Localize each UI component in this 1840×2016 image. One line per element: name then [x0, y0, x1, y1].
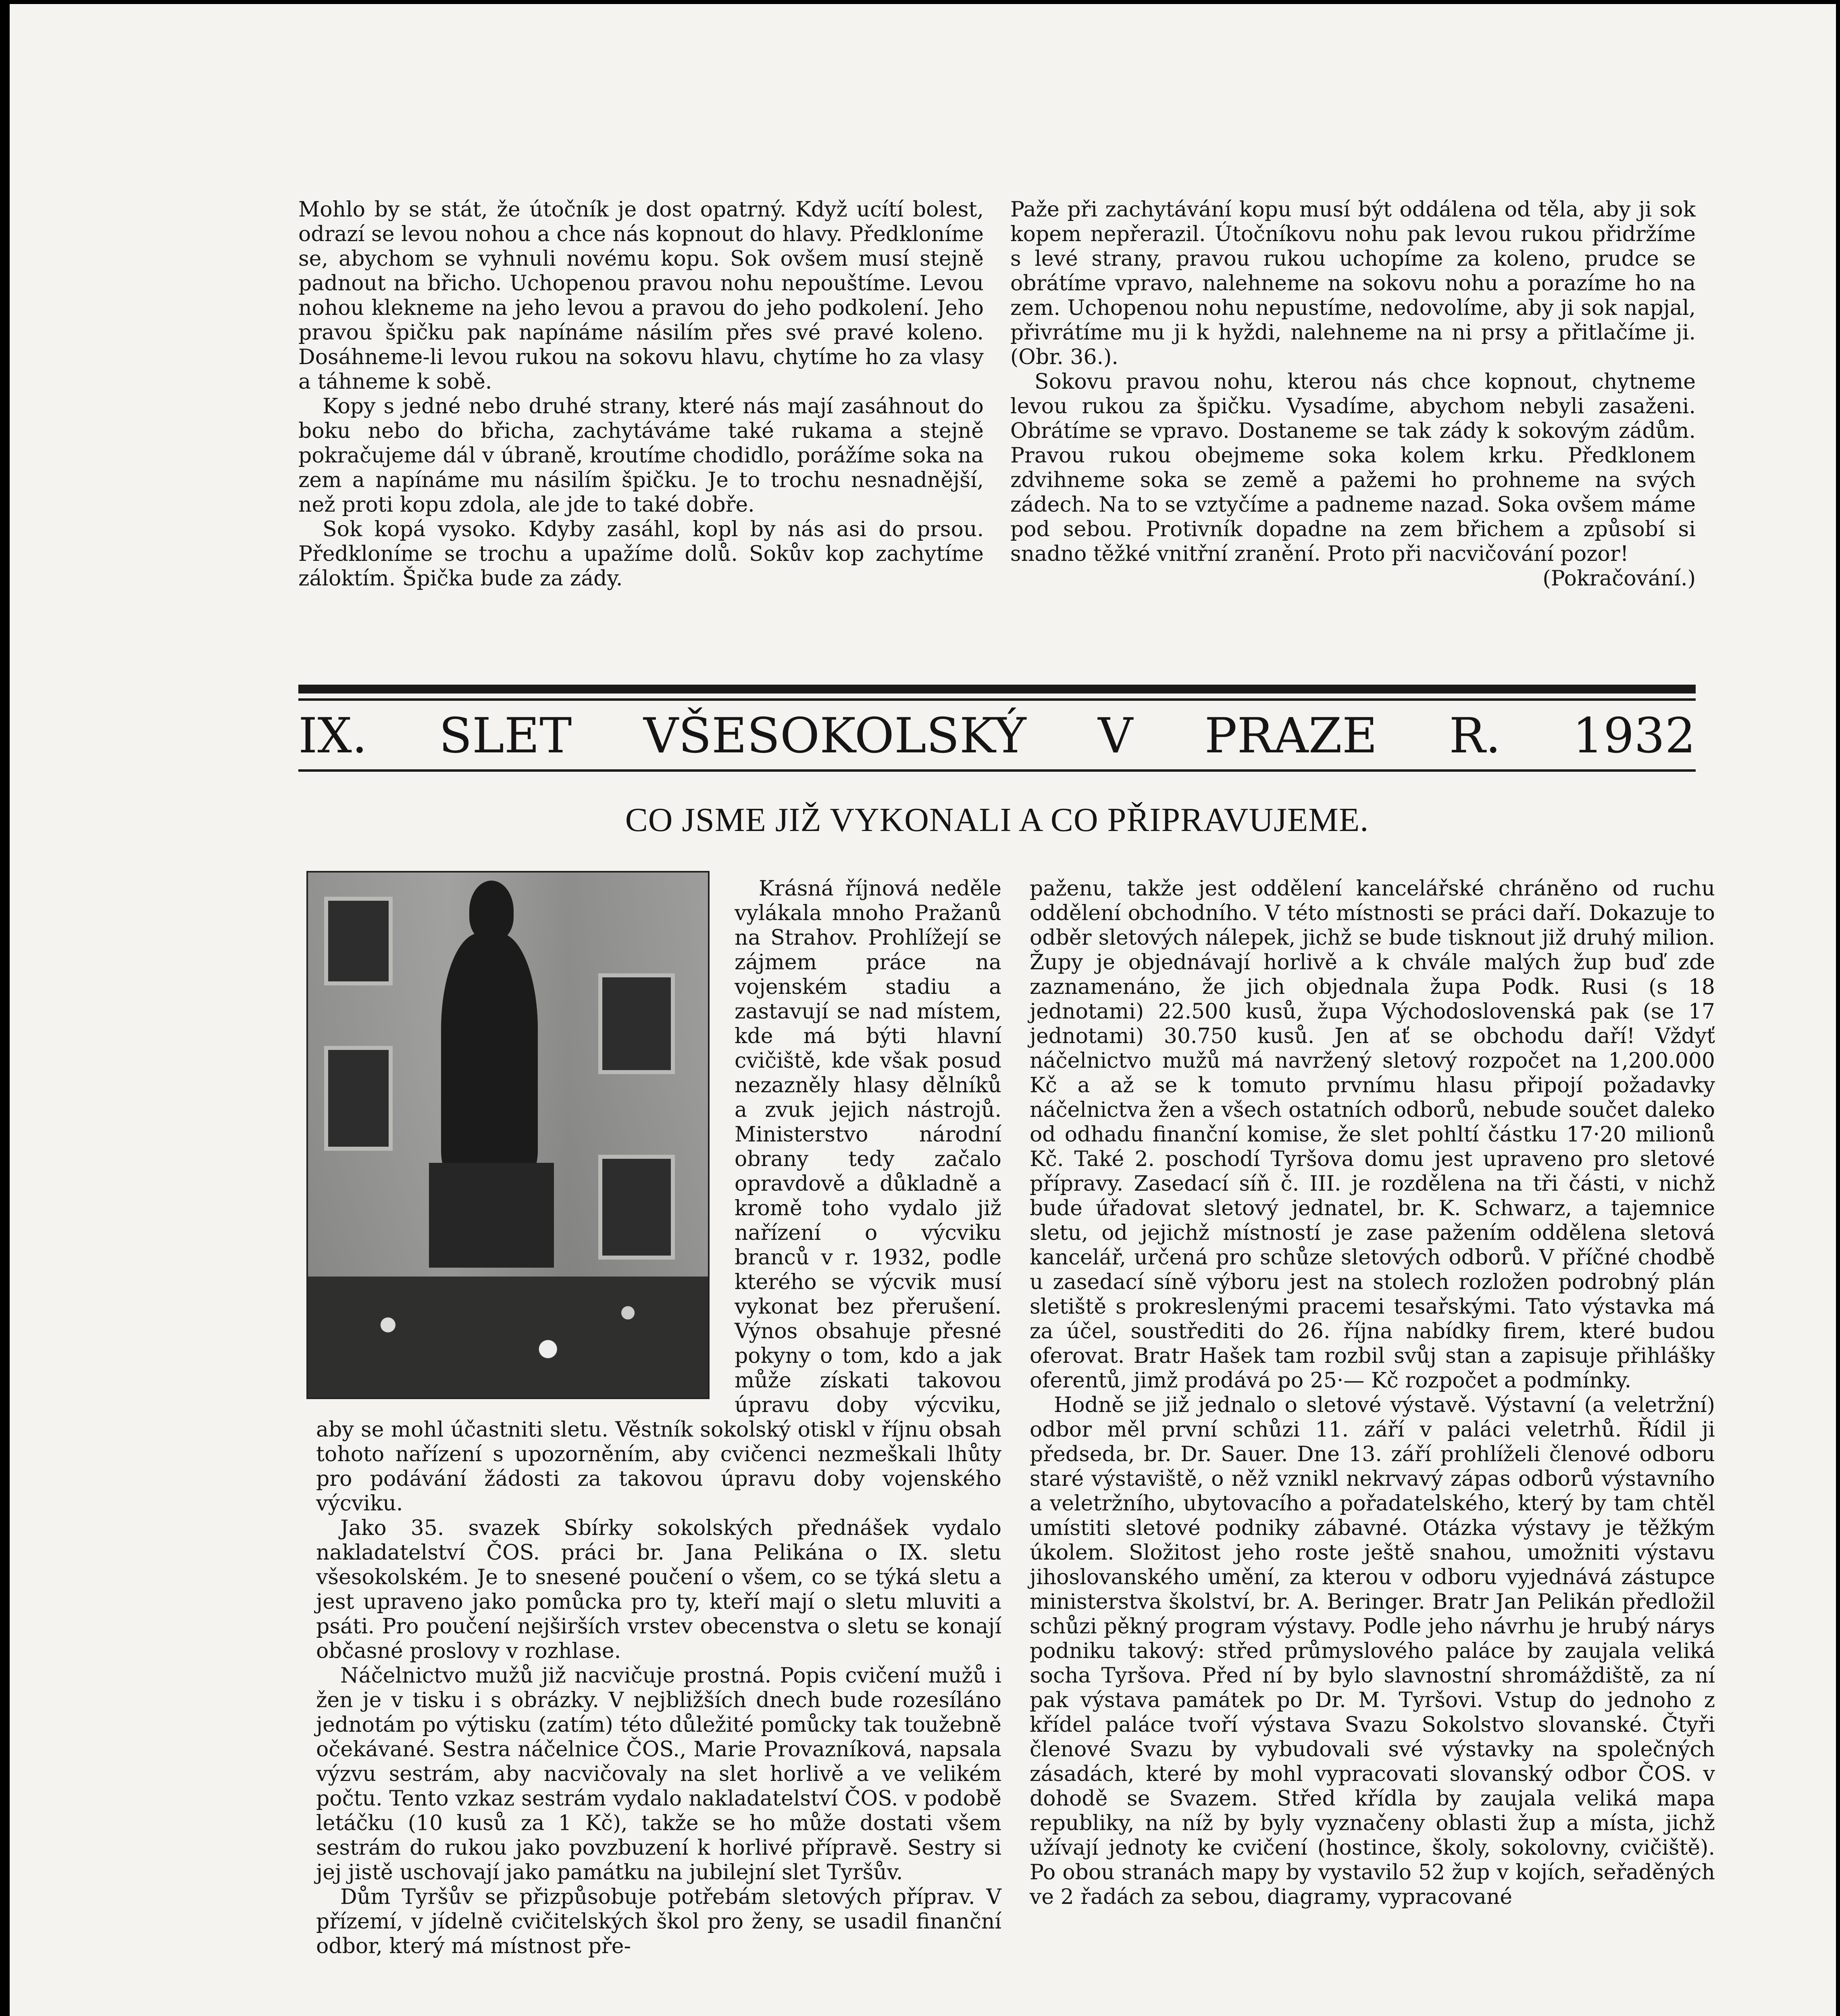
title-word: V [1098, 708, 1133, 764]
paragraph: Náčelnictvo mužů již nacvičuje prostná. Popis cvičení mužů i žen je v tisku i s obrázky. V nejbližších dnech bude rozesíláno jednotám po výtisku (zatím) této důležité pomůcky tak toužebně očekávané. Sestra náčelnice ČOS., Marie Provazníková, napsala výzvu sestrám, aby nacvičovaly na slet horlivě a ve velikém počtu. Tento vzkaz sestrám vydalo nakladatelství ČOS. v podobě letáčku (10 kusů za 1 Kč), takže se ho může dostati všem sestrám do rukou jako povzbuzení k horlivé přípravě. Sestry si jej jistě uschovají jako památku na jubilejní slet Tyršův. [316, 1664, 1001, 1885]
title-word: IX. [298, 708, 367, 764]
paragraph: paženu, takže jest oddělení kancelářské chráněno od ruchu oddělení obchodního. V této místnosti se práci daří. Dokazuje to odběr sletových nálepek, jichž se bude tisknout již druhý milion. Župy je objednávají horlivě a k chvále malých žup buď zde zaznamenáno, že jich objednala župa Podk. Rusi (s 18 jednotami) 22.500 kusů, župa Východoslovenská pak (se 17 jednotami) 30.750 kusů. Jen ať se obchodu daří! Vždyť náčelnictvo mužů má navržený sletový rozpočet na 1,200.000 Kč a až se k tomuto prvnímu hlasu připojí požadavky náčelnictva žen a všech ostatních odborů, nebude součet daleko od odhadu finanční komise, že slet pohltí částku 17·20 milionů Kč. Také 2. poschodí Tyršova domu jest upraveno pro sletové přípravy. Zasedací síň č. III. je rozdělena na tři části, v nichž bude úřadovat sletový jednatel, br. K. Schwarz, a tajemnice sletu, od jejichž místností je zase pažením oddělena sletová kancelář, určená pro schůze sletových odborů. V příčné chodbě u zasedací síně výboru jest na stolech rozložen podrobný plán sletiště s prokreslenými pracemi tesařskými. Tato výstavka má za účel, soustřediti do 26. října nabídky firem, které budou oferovat. Bratr Hašek tam rozbil svůj stan a zapisuje přihlášky oferentů, jimž prodává po 25·— Kč rozpočet a podmínky. [1030, 877, 1715, 1393]
article-title [298, 706, 1696, 766]
title-word: VŠESOKOLSKÝ [643, 708, 1026, 764]
paragraph: Hodně se již jednalo o sletové výstavě. Výstavní (a veletržní) odbor měl první schůzi 11. září v paláci veletrhů. Řídil ji předseda, br. Dr. Sauer. Dne 13. září prohlíželi členové odboru staré výstaviště, o něž vznikl nekrvavý zápas odborů výstavního a veletržního, ubytovacího a pořadatelského, který by tam chtěl umístiti sletové podniky zábavné. Otázka výstavy je těžkým úkolem. Složitost jeho roste ještě snahou, umožniti výstavu jihoslovanského umění, za kterou v odboru vyjednává zástupce ministerstva školství, br. A. Beringer. Bratr Jan Pelikán předložil schůzi pěkný program výstavy. Podle jeho návrhu je hrubý nárys podniku takový: střed průmyslového paláce by zaujala veliká socha Tyršova. Před ní by bylo slavnostní shromáždiště, za ní pak výstava památek po Dr. M. Tyršovi. Vstup do jednoho z křídel paláce tvoří výstava Svazu Sokolstvo slovanské. Čtyři členové Svazu by vybudovali své výstavky na společných zásadách, které by mohl vypracovati slovanský odbor ČOS. v dohodě se Svazem. Střed křídla by zaujala veliká mapa republiky, na níž by byly vyznačeny oblasti žup a místa, jichž užívají jednoty ke cvičení (hostince, školy, sokolovny, cvičiště). Po obou stranách mapy by vystavilo 52 žup v kojích, seřaděných ve 2 řadách za sebou, diagramy, vypracované [1030, 1393, 1715, 1909]
title-word: SLET [439, 708, 572, 764]
continued-label: (Pokračování.) [1542, 566, 1696, 591]
paragraph-text: Sokovu pravou nohu, kterou nás chce kopnout, chytneme levou rukou za špičku. Vysadíme, abychom nebyli zasaženi. Obrátíme se vpravo. Dostaneme se tak zády k sokovým zádům. Pravou rukou obejmeme soka kolem krku. Předklonem zdvihneme soka se země a pažemi ho prohneme na svých zádech. Na to se vztyčíme a padneme nazad. Soka ovšem máme pod sebou. Protivník dopadne na zem břichem a způsobí si snadno těžké vnitřní zranění. Proto při nacvičování pozor! [1010, 370, 1696, 566]
paragraph: Paže při zachytávání kopu musí být oddálena od těla, aby ji sok kopem nepřerazil. Útočníkovu nohu pak levou rukou přidržíme s levé strany, pravou rukou uchopíme za koleno, prudce se obrátíme vpravo, nalehneme na sokovu nohu a porazíme ho na zem. Uchopenou nohu nepustíme, nedovolíme, aby ji sok napjal, přivrátíme mu ji k hyždi, nalehneme na ni prsy a přitlačíme ji. (Obr. 36.). [1010, 198, 1696, 369]
paragraph: Krásná říjnová neděle vylákala mnoho Pražanů na Strahov. Prohlížejí se zájmem práce na vojenském stadiu a zastavují se nad místem, kde má býti hlavní cvičiště, kde však posud nezazněly hlasy dělníků a zvuk jejich nástrojů. Ministerstvo národní obrany tedy začalo opravdově a důkladně a kromě toho vydalo již nařízení o výcviku branců v r. 1932, podle kterého se výcvik musí vykonat bez přerušení. Výnos obsahuje přesné pokyny o tom, kdo a jak může získati takovou úpravu doby výcviku, aby se mohl účastniti sletu. Věstník sokolský otiskl v říjnu obsah tohoto nařízení s upozorněním, aby cvičenci nezmeškali lhůty pro podávání žádosti za takovou úpravu doby vojenského výcviku. [316, 877, 1001, 1516]
paragraph [1010, 370, 1696, 591]
title-word: R. [1449, 708, 1501, 764]
page [10, 4, 1836, 2016]
title-rule-bottom [298, 769, 1696, 772]
continued-text-left-column [298, 198, 984, 591]
title-word: PRAZE [1204, 708, 1378, 764]
paragraph: Kopy s jedné nebo druhé strany, které nás mají zasáhnout do boku nebo do břicha, zachytáváme také rukama a stejně pokračujeme dál v úbraně, kroutíme chodidlo, porážíme soka na zem a napínáme mu násilím špičku. Je to trochu nesnadnější, než proti kopu zdola, ale jde to také dobře. [298, 394, 984, 517]
paragraph: Mohlo by se stát, že útočník je dost opatrný. Když ucítí bolest, odrazí se levou nohou a chce nás kopnout do hlavy. Předkloníme se, abychom se vyhnuli novému kopu. Sok ovšem musí stejně padnout na břicho. Uchopenou pravou nohu nepouštíme. Levou nohou klekneme na jeho levou a pravou do jeho podkolení. Jeho pravou špičku pak napínáme násilím přes své pravé koleno. Dosáhneme-li levou rukou na sokovu hlavu, chytíme ho za vlasy a táhneme k sobě. [298, 198, 984, 394]
article-subtitle: CO JSME JIŽ VYKONALI A CO PŘIPRAVUJEME. [625, 801, 1369, 839]
article-right-column [1030, 877, 1715, 1910]
paragraph: Sok kopá vysoko. Kdyby zasáhl, kopl by nás asi do prsou. Předkloníme se trochu a upažíme dolů. Sokův kop zachytíme záloktím. Špička bude za zády. [298, 517, 984, 591]
title-rule-thick [298, 685, 1696, 694]
paragraph: Dům Tyršův se přizpůsobuje potřebám sletových příprav. V přízemí, v jídelně cvičitelských škol pro ženy, se usadil finanční odbor, který má místnost pře- [316, 1885, 1001, 1958]
continued-text-right-column [1010, 198, 1696, 591]
article-left-column [316, 877, 1001, 1959]
title-rule-thin [298, 698, 1696, 701]
title-word: 1932 [1572, 708, 1696, 764]
paragraph: Jako 35. svazek Sbírky sokolských přednášek vydalo nakladatelství ČOS. práci br. Jana Pelikána o IX. sletu všesokolském. Je to snesené poučení o všem, co se týká sletu a jest upraveno jako pomůcka pro ty, kteří mají o sletu mluviti a psáti. Pro poučení nejširších vrstev obecenstva o sletu se konají občasné proslovy v rozhlase. [316, 1516, 1001, 1663]
